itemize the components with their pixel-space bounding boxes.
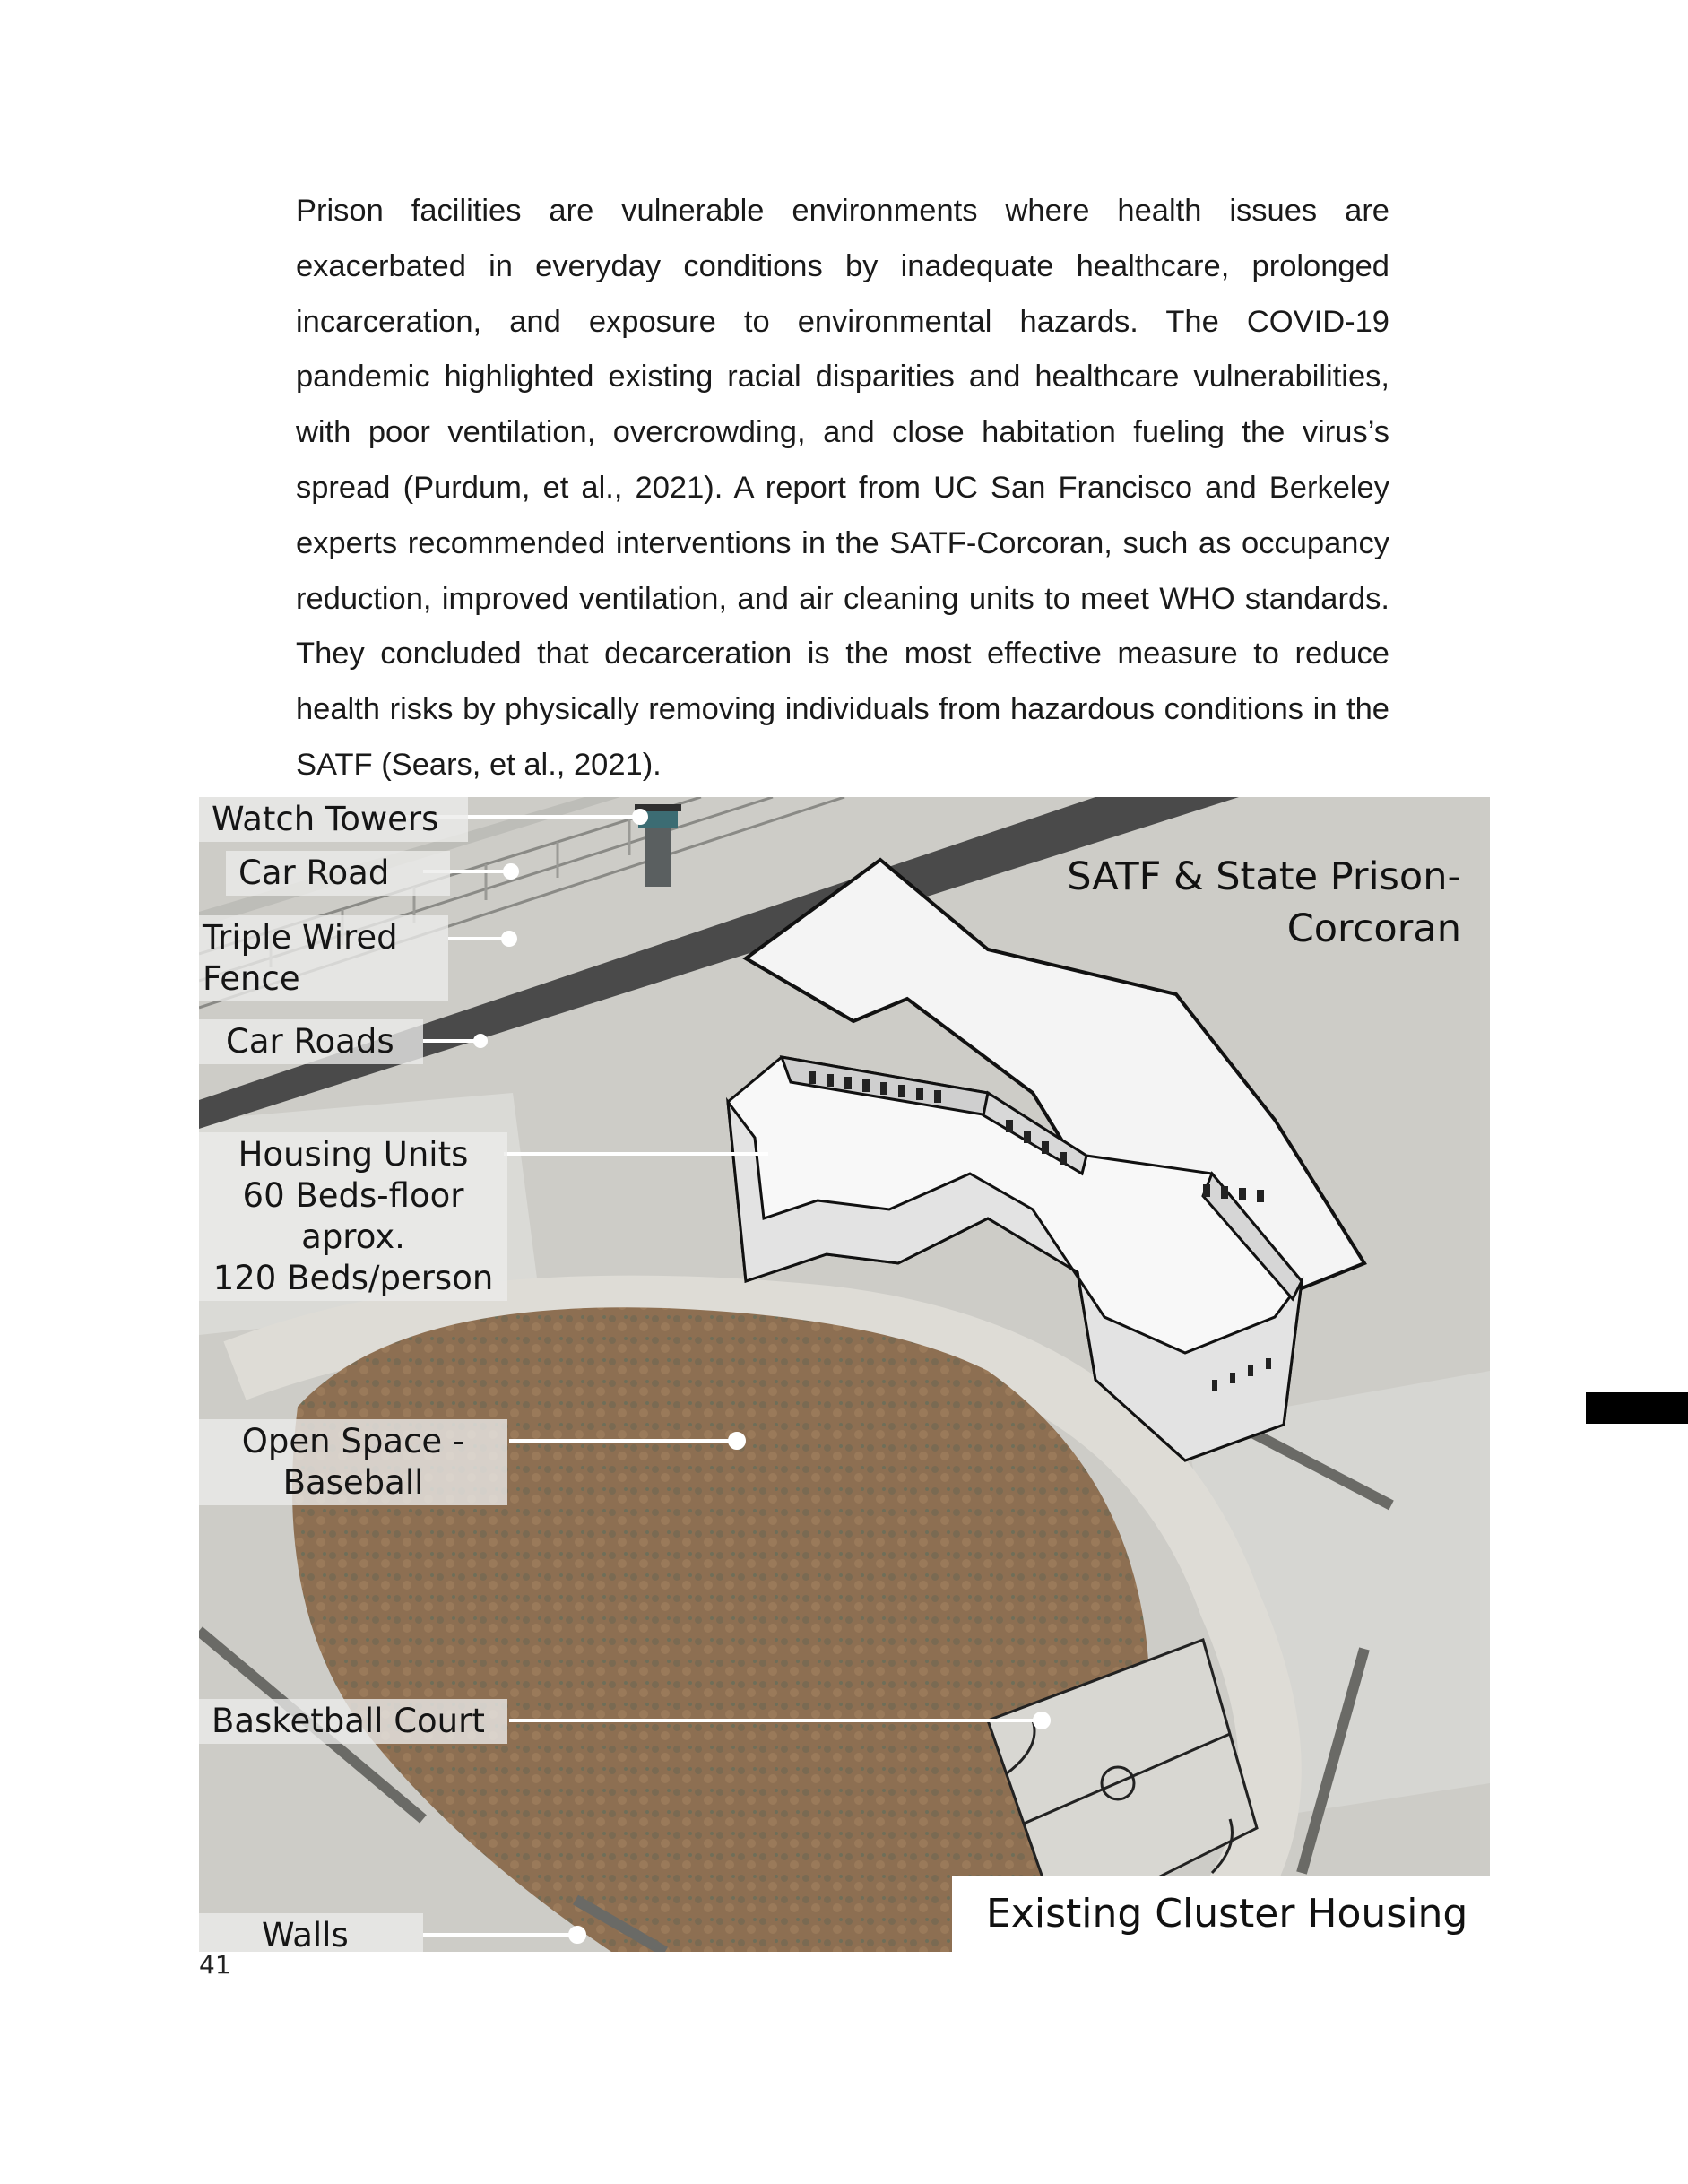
label-walls: Walls: [199, 1913, 423, 1952]
label-car-roads: Car Roads: [199, 1019, 423, 1064]
page-number: 41: [199, 1950, 231, 1980]
section-tab-marker: [1586, 1392, 1688, 1424]
label-car-road: Car Road: [226, 851, 450, 896]
label-open-space-baseball: Open Space - Baseball: [199, 1419, 507, 1505]
label-basketball-court: Basketball Court: [199, 1699, 507, 1744]
label-watch-towers: Watch Towers: [199, 797, 468, 842]
label-triple-wired-fence: Triple Wired Fence: [199, 915, 448, 1001]
figure-title: SATF & State Prison- Corcoran: [1067, 854, 1461, 951]
figure-caption: Existing Cluster Housing: [952, 1876, 1490, 1952]
label-housing-units: Housing Units 60 Beds-floor aprox. 120 Beds/person: [199, 1132, 507, 1301]
body-paragraph: Prison facilities are vulnerable environments where health issues are exacerbated in everyday conditions by inadequate healthcare, prolonged incarceration, and exposure to environmental hazards. The COVID-19 pandemic highlighted existing racial disparities and healthcare vulnerabilities, with poor ventilation, overcrowding, and close habitation fueling the virus’s spread (Purdum, et al., 2021). A report from UC San Francisco and Berkeley experts recommended interventions in the SATF-Corcoran, such as occupancy reduction, improved ventilation, and air cleaning units to meet WHO standards. They concluded that decarceration is the most effective measure to reduce health risks by physically removing individuals from hazardous conditions in the SATF (Sears, et al., 2021).: [296, 194, 1389, 782]
site-figure: [199, 797, 1490, 1952]
